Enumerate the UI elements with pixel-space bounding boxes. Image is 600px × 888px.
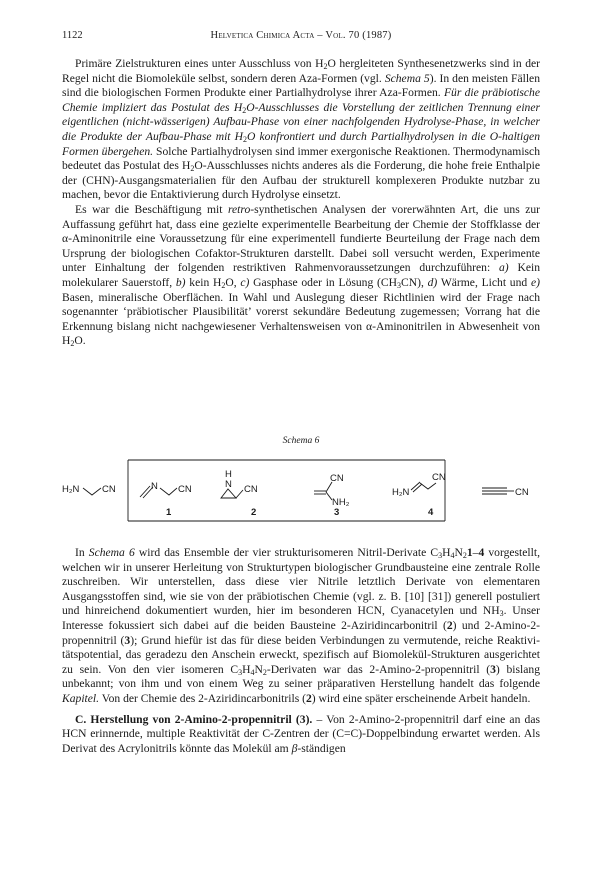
journal-title: Helvetica Chimica Acta – Vol. 70 (1987) xyxy=(210,30,392,41)
label-cn-e: CN xyxy=(432,472,446,483)
scheme-title: Schema 6 xyxy=(282,436,320,446)
running-header xyxy=(62,30,540,46)
scheme-6-figure xyxy=(62,450,540,530)
molecule-cyanoacetylene xyxy=(482,487,529,498)
paragraph-2: Es war die Beschäftigung mit retro-synthetischen Analysen der vorerwähnten Art, die uns zur Auffassung geführt hat, dass eine gezielte experimentelle Bearbeitung der Chemie der Stoffklasse der α-Aminonitrile eine Voraussetzung für eine experimentell fundierte Beurteilung der Frage nach dem Ursprung der biologischen Cofaktor-Strukturen darstellt. Dabei soll versucht werden, Experimente unter Einhaltung der folgenden restriktiven Rahmenvoraussetzungen durchzuführen: a) Kein molekularer Sauerstoff, b) kein $H_2O$, c) Gasphase oder in Lösung $(CH_3CN)$, d) Wärme, Licht und e) Basen, mineralische Oberflächen. In Wahl und Auslegung dieser Richtlinien wird der Frage nach sogenannter ‘präbiotischer Plausibilität’ vorerst sekundäre Bedeutung zugemessen; Vorrang hat die Erkennung bislang nicht nachgewiesener Verhaltensweisen von α-Aminonitrilen in Abwesenheit von $H_2O$. xyxy=(62,202,541,349)
label-cn-a: CN xyxy=(102,484,116,495)
section-heading-c: C. Herstellung von 2-Amino-2-propennitril (3). xyxy=(75,712,313,726)
molecule-1 xyxy=(140,481,192,518)
compound-number-3: 3 xyxy=(334,507,340,518)
compound-number-2: 2 xyxy=(251,507,257,518)
compound-number-1: 1 xyxy=(166,507,172,518)
molecule-3 xyxy=(314,473,350,518)
label-nh2-d: NH₂ xyxy=(332,497,350,508)
page-number: 1122 xyxy=(62,30,83,41)
label-h-c: H xyxy=(225,469,232,480)
label-h2n-a: H₂N xyxy=(62,484,80,495)
label-cn-c: CN xyxy=(244,484,258,495)
molecule-aminoacetonitrile xyxy=(62,484,116,495)
paragraph-4: C. Herstellung von 2-Amino-2-propennitril (3). – Von 2-Amino-2-propennitril darf eine an das HCN erinnernde, multiple Reaktivität der C-Zentren der (C=C)-Doppelbindung erwartet werden. Als Derivat des Acrylonitrils könnte das Molekül am β-ständigen xyxy=(62,712,540,755)
label-cn-b: CN xyxy=(178,484,192,495)
paragraph-3: In Schema 6 wird das Ensemble der vier strukturisomeren Nitril-Derivate $C_3H_4N_21-4$ vorgestellt, welchen wir in unserer Herleitung von Strukturtypen biologischer Grundbausteine eine zentrale Rolle zuschreiben. Wir unterstellen, dass diese vier Nitrile letztlich Derivate von elementaren Ausgangsstoffen sind, wie sie von der präbiotischen Chemie (vgl. z. B. [10] [31]) generell postuliert und hinreichend dokumentiert wurden, hier im besonderen HCN, Cyanacetylen und $NH_3$. Unser Interesse fokussiert sich dabei auf die beiden Bausteine 2-Aziridincarbonitril (2) und 2-Amino-2-propennitril (3); Grund hiefür ist das für diese beiden Verbindungen zu vermutende, reiche Reaktivitätspotential, das geradezu den Anschein erweckt, spezifisch auf Biomolekül-Strukturen ausgerichtet zu sein. Von den vier isomeren $C_3H_4N_2$-Derivaten war das 2-Amino-2-propennitril (3) bislang unbekannt; von ihm und von einem Weg zu seiner präparativen Herstellung handelt das folgende Kapitel. Von der Chemie des 2-Aziridincarbonitrils (2) wird eine später erscheinende Arbeit handeln. xyxy=(62,546,540,705)
molecule-4 xyxy=(392,472,446,518)
label-h2n-e: H₂N xyxy=(392,487,410,498)
text-block-top xyxy=(62,57,540,349)
label-n-b: N xyxy=(151,481,158,492)
label-cn-d: CN xyxy=(330,473,344,484)
text-block-bottom xyxy=(62,546,540,756)
label-n-c: N xyxy=(225,479,232,490)
label-cn-f: CN xyxy=(515,487,529,498)
compound-number-4: 4 xyxy=(428,507,434,518)
molecule-2 xyxy=(221,469,258,518)
paragraph-1: Primäre Zielstrukturen eines unter Ausschluss von $H_2O$ hergleiteten Synthesenetzwerks sind in der Regel nicht die Biomoleküle selbst, sondern deren Aza-Formen (vgl. Schema 5). In den meisten Fällen sind die biologischen Formen Produkte einer Partialhydrolyse ihrer Aza-Formen. Für die präbiotische Chemie impliziert das Postulat des $H_2O$-Ausschlusses die Vorstellung der zeitlichen Trennung einer eigentlichen (nicht-wässerigen) Aufbau-Phase von einer nachfolgenden Hydrolyse-Phase, in welcher die Produkte der Aufbau-Phase mit $H_2O$ konfrontiert und durch Partialhydrolysen in die O-haltigen Formen übergehen. Solche Partialhydrolysen sind immer exergonische Reaktionen. Thermodynamisch bedeutet das Postulat des $H_2O$-Ausschlusses nichts anderes als die Forderung, die hohe freie Enthalpie der (CHN)-Ausgangsmaterialien für den Aufbau der strukturell komplexeren Produkte nutzbar zu machen, bevor die Entaktivierung durch Hydrolyse einsetzt. xyxy=(62,57,541,202)
